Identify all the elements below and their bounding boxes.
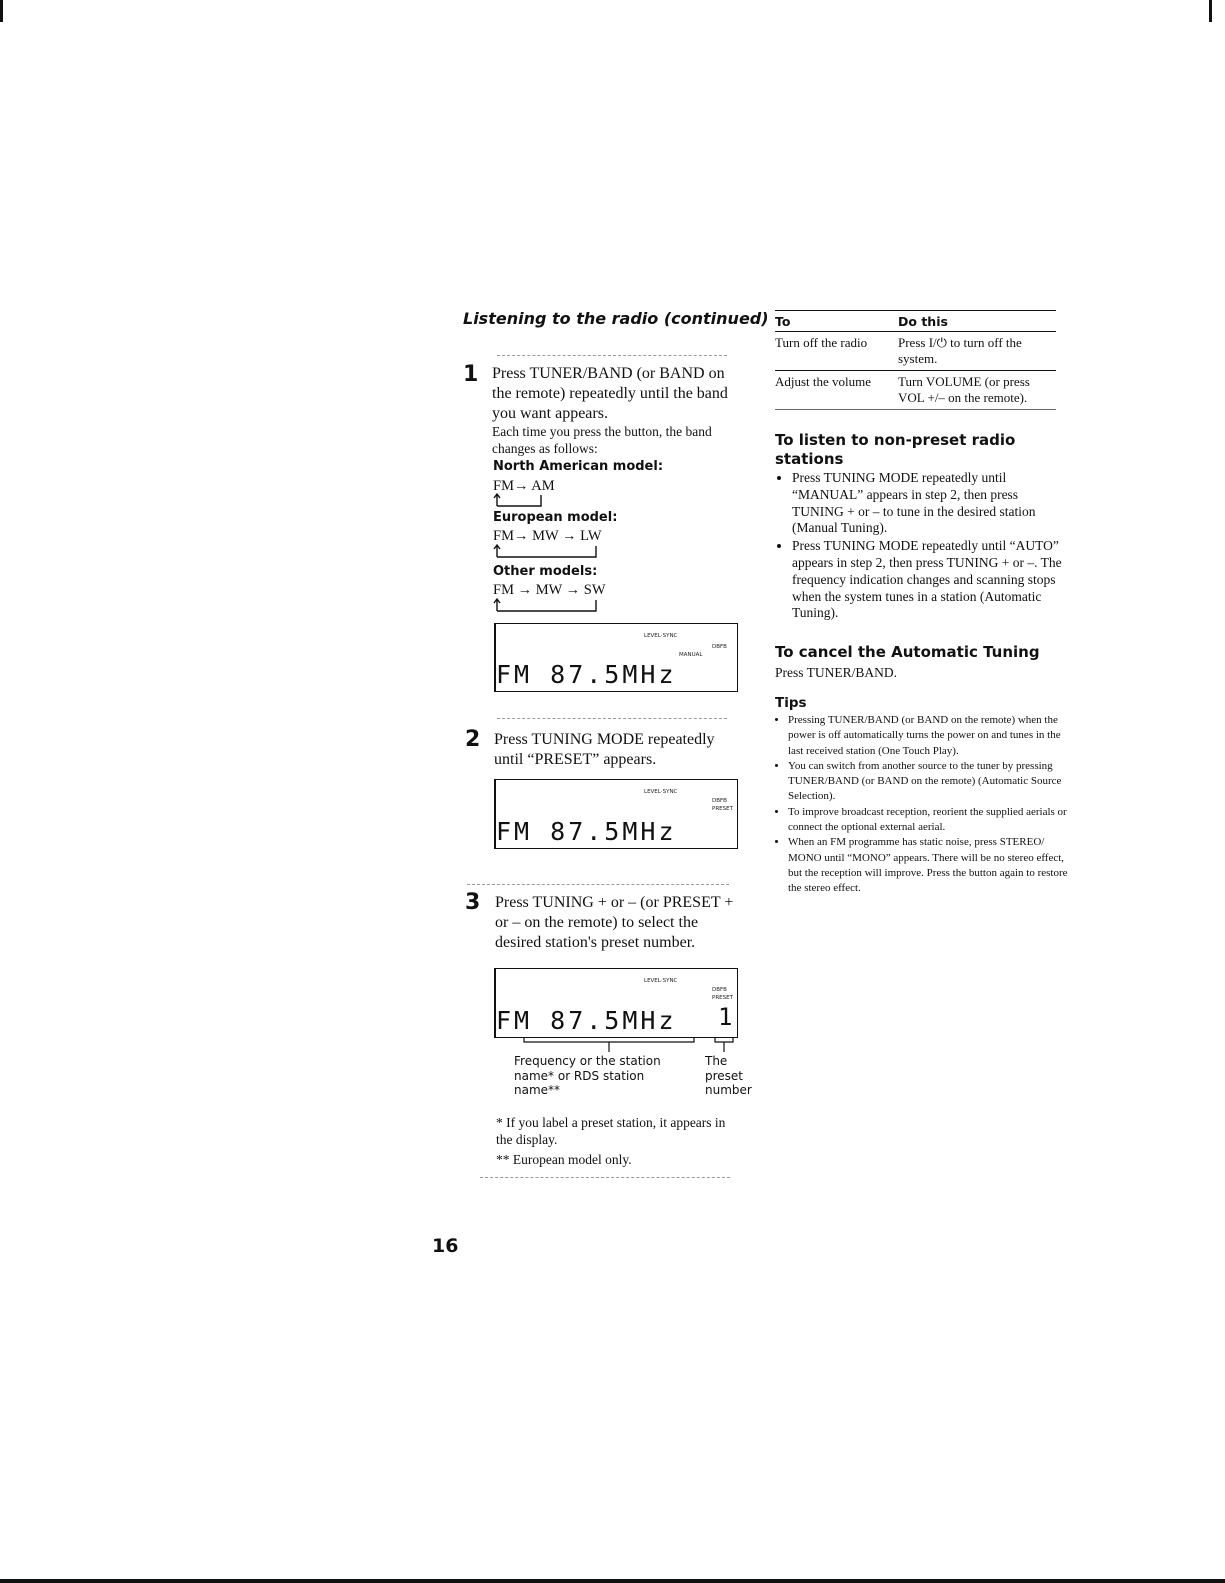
section-title: Listening to the radio (continued): [463, 309, 769, 328]
table-header: To: [775, 314, 791, 329]
model-label: Other models:: [493, 564, 598, 579]
cancel-text: Press TUNER/BAND.: [775, 665, 898, 680]
page-number: 16: [432, 1235, 459, 1257]
table-cell: Press I/⏻ to turn off the system.: [898, 335, 1022, 366]
lcd-level-sync-indicator: LEVEL·SYNC: [644, 789, 678, 795]
lcd-dbfb-indicator: DBFB: [712, 798, 727, 804]
list-item: • When an FM programme has static noise, press STEREO/ MONO until “MONO” appears. There will be no stereo effect, but the reception will improve. Press the button again to restore the stereo effect.: [788, 835, 1073, 896]
band-sequence: FM→ MW → LW: [493, 528, 602, 544]
table-cell: Turn VOLUME (or press VOL +/– on the remote).: [898, 374, 1030, 405]
step-instruction: Press TUNER/BAND (or BAND on the remote) repeatedly until the band you want appears.: [492, 365, 728, 422]
step-divider: [497, 355, 727, 356]
model-label: European model:: [493, 510, 618, 525]
lcd-dbfb-indicator: DBFB: [712, 644, 727, 650]
non-preset-list: [777, 470, 1062, 623]
lcd-frequency: FM 87.5MHz: [496, 817, 677, 846]
step-number: 1: [463, 362, 479, 387]
step-note: Each time you press the button, the band changes as follows:: [492, 424, 712, 456]
table-cell: Turn off the radio: [775, 335, 868, 350]
lcd-frequency: FM 87.5MHz: [496, 1006, 677, 1035]
non-preset-heading: To listen to non-preset radio stations: [775, 431, 1016, 468]
scan-edge-mark-right: [1209, 0, 1212, 22]
loop-arrow-icon: [493, 492, 553, 508]
table-row: [775, 332, 1056, 371]
lcd-level-sync-indicator: LEVEL·SYNC: [644, 633, 678, 639]
tips-heading: Tips: [775, 695, 807, 711]
scan-edge-mark-left: [0, 0, 3, 22]
display-caption-frequency: Frequency or the station name* or RDS station name**: [514, 1054, 661, 1097]
band-sequence: FM→ AM: [493, 478, 555, 494]
step-divider: [467, 884, 729, 885]
step-number: 2: [465, 727, 481, 752]
list-item: • To improve broadcast reception, reorient the supplied aerials or connect the optional external aerial.: [788, 805, 1073, 836]
lcd-mode-indicator: PRESET: [712, 806, 733, 812]
table-header-row: [775, 311, 1056, 332]
cancel-heading: To cancel the Automatic Tuning: [775, 643, 1040, 661]
table-header: Do this: [898, 314, 948, 329]
lcd-preset-number: 1: [718, 1003, 733, 1031]
list-item: • Press TUNING MODE repeatedly until “MANUAL” appears in step 2, then press TUNING + or – to tune in the desired station (Manual Tuning).: [792, 470, 1062, 537]
footnote: * If you label a preset station, it appears in the display.: [496, 1115, 726, 1147]
tips-list: [775, 713, 1073, 897]
list-item: • You can switch from another source to the tuner by pressing TUNER/BAND (or BAND on the remote) (Automatic Source Selection).: [788, 759, 1073, 805]
model-label: North American model:: [493, 459, 664, 474]
footnote: ** European model only.: [496, 1152, 632, 1167]
lcd-display: [494, 623, 738, 692]
lcd-mode-indicator: MANUAL: [679, 652, 703, 658]
section-end-divider: [480, 1177, 730, 1178]
step-number: 3: [465, 890, 481, 915]
display-caption-preset: The preset number: [705, 1054, 752, 1097]
band-sequence: FM → MW → SW: [493, 582, 606, 598]
lcd-level-sync-indicator: LEVEL·SYNC: [644, 978, 678, 984]
callout-brackets: [494, 1036, 744, 1054]
action-table-wrapper: [775, 310, 1056, 410]
action-table: [775, 311, 1056, 410]
lcd-display: [494, 779, 738, 849]
list-item: • Press TUNING MODE repeatedly until “AUTO” appears in step 2, then press TUNING + or –. The frequency indication changes and scanning stops when the system tunes in a station (Automatic Tuning).: [792, 538, 1062, 622]
loop-arrow-icon: [493, 543, 603, 559]
table-row: [775, 371, 1056, 410]
page-bottom-border: [0, 1579, 1225, 1583]
lcd-display: [494, 968, 738, 1038]
table-cell: Adjust the volume: [775, 374, 872, 389]
loop-arrow-icon: [493, 597, 603, 613]
step-instruction: Press TUNING MODE repeatedly until “PRESET” appears.: [494, 731, 715, 768]
lcd-mode-indicator: PRESET: [712, 995, 733, 1001]
lcd-dbfb-indicator: DBFB: [712, 987, 727, 993]
lcd-frequency: FM 87.5MHz: [496, 660, 677, 689]
step-instruction: Press TUNING + or – (or PRESET + or – on the remote) to select the desired station's preset number.: [495, 894, 734, 951]
step-divider: [497, 718, 727, 719]
list-item: • Pressing TUNER/BAND (or BAND on the remote) when the power is off automatically turns the power on and tunes in the last received station (One Touch Play).: [788, 713, 1073, 759]
